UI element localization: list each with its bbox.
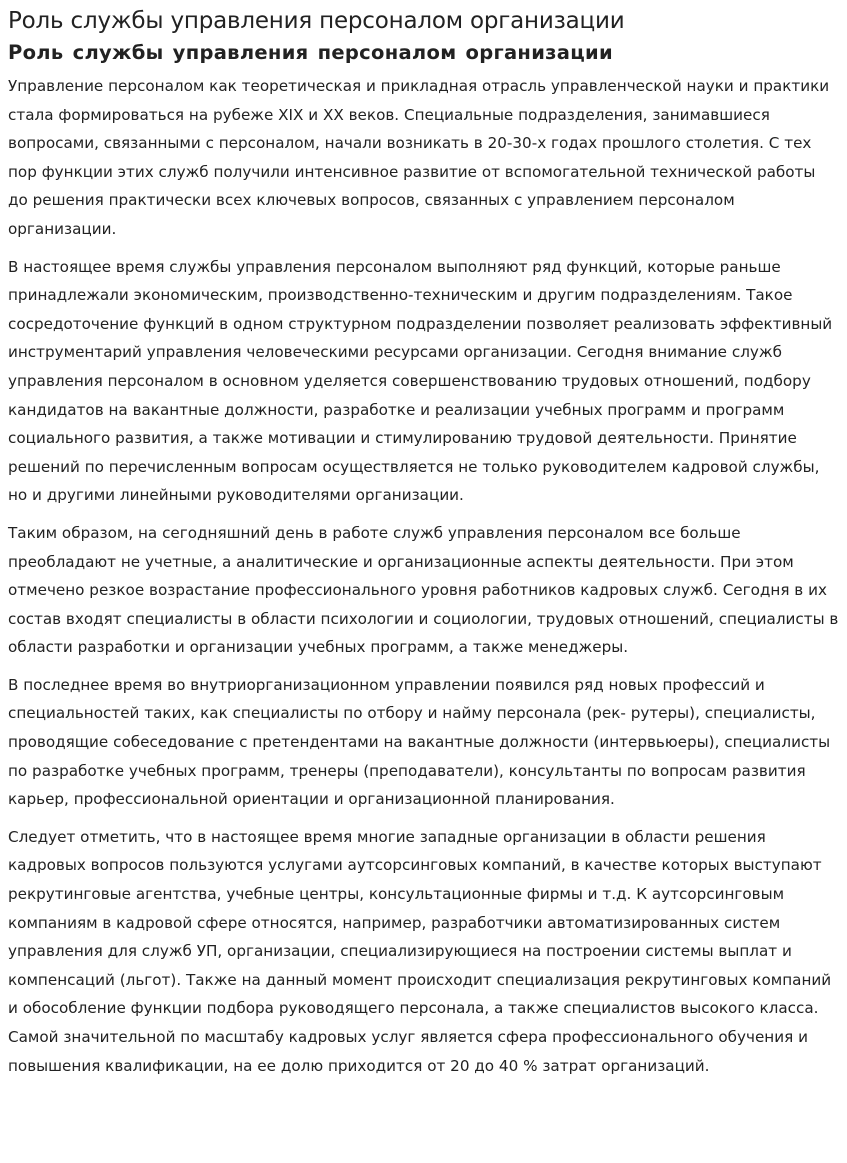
paragraph-5: Следует отметить, что в настоящее время многие западные организации в области решения кадровых вопросов пользуются услугами аутсорсинговых компаний, в качестве которых выступают рекрутинговые агентства, учебные центры, консультационные фирмы и т.д. К аутсорсинговым компаниям в кадровой сфере относятся, например, разработчики автоматизированных систем управления для служб УП, организации, специализирующиеся на построении системы выплат и компенсаций (льгот). Также на данный момент происходит специализация рекрутинговых компаний и обособление функции подбора руководящего персонала, а также специалистов высокого класса. Самой значительной по масштабу кадровых услуг является сфера профессионального обучения и повышения квалификации, на ее долю приходится от 20 до 40 % затрат организаций.	[8, 827, 832, 1075]
article-body	[8, 72, 839, 1080]
page-title: Роль службы управления персоналом организации	[8, 8, 625, 34]
paragraph-1: Управление персоналом как теоретическая и прикладная отрасль управленческой науки и практики стала формироваться на рубеже XIX и XX веков. Специальные подразделения, занимавшиеся вопросами, связанными с персоналом, начали возникать в 20-30-х годах прошлого столетия. С тех пор функции этих служб получили интенсивное развитие от вспомогательной технической работы до решения практически всех ключевых вопросов, связанных с управлением персоналом организации.	[8, 77, 830, 238]
article-heading: Роль службы управления персоналом организации	[8, 41, 613, 64]
paragraph-3: Таким образом, на сегодняшний день в работе служб управления персоналом все больше преобладают не учетные, а аналитические и организационные аспекты деятельности. При этом отмечено резкое возрастание профессионального уровня работников кадровых служб. Сегодня в их состав входят специалисты в области психологии и социологии, трудовых отношений, специалисты в области разработки и организации учебных программ, а также менеджеры.	[8, 523, 839, 657]
paragraph-4: В последнее время во внутриорганизационном управлении появился ряд новых профессий и специальностей таких, как специалисты по отбору и найму персонала (рек- рутеры), специалисты, проводящие собеседование с претендентами на вакантные должности (интервьюеры), специалисты по разработке учебных программ, тренеры (преподаватели), консультанты по вопросам развития карьер, профессиональной ориентации и организационной планирования.	[8, 675, 831, 809]
paragraph-2: В настоящее время службы управления персоналом выполняют ряд функций, которые раньше принадлежали экономическим, производственно-техническим и другим подразделениям. Такое сосредоточение функций в одном структурном подразделении позволяет реализовать эффективный инструментарий управления человеческими ресурсами организации. Сегодня внимание служб управления персоналом в основном уделяется совершенствованию трудовых отношений, подбору кандидатов на вакантные должности, разработке и реализации учебных программ и программ социального развития, а также мотивации и стимулированию трудовой деятельности. Принятие решений по перечисленным вопросам осуществляется не только руководителем кадровой службы, но и другими линейными руководителями организации.	[8, 257, 833, 505]
